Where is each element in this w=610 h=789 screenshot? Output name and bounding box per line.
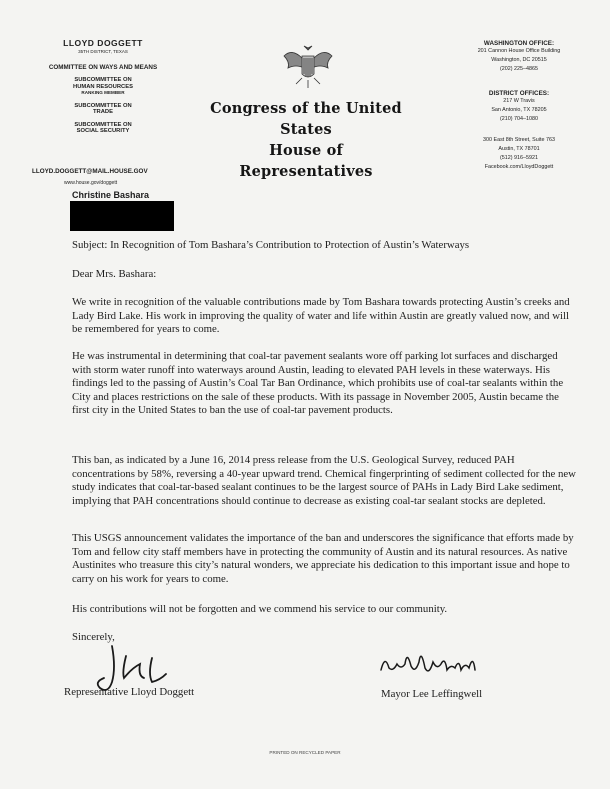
- san-antonio-address-2: San Antonio, TX 78205: [491, 107, 547, 113]
- district-offices-heading: DISTRICT OFFICES:: [488, 90, 550, 97]
- letterhead-right: [455, 40, 583, 172]
- washington-address-2: Washington, DC 20515: [491, 57, 547, 63]
- subcommittee-2-line1: SUBCOMMITTEE ON: [74, 102, 132, 109]
- paragraph-1: We write in recognition of the valuable contributions made by Tom Bashara towards protecting Austin’s creeks and Lady Bird Lake. His work in improving the quality of water and life within Austin are greatly valued now, and will be remembered for years to come.: [72, 296, 570, 336]
- subcommittee-2-line2: TRADE: [93, 109, 113, 115]
- district-label: 35TH DISTRICT, TEXAS: [78, 49, 128, 54]
- subcommittee-2: [28, 103, 178, 116]
- san-antonio-phone: (210) 704–1080: [499, 116, 539, 122]
- committee-label: COMMITTEE ON WAYS AND MEANS: [48, 64, 158, 71]
- congress-heading: [206, 98, 406, 182]
- signatory-leffingwell: Mayor Lee Leffingwell: [381, 688, 483, 700]
- subcommittee-3-line1: SUBCOMMITTEE ON: [74, 121, 132, 128]
- san-antonio-address-1: 217 W Travis: [503, 98, 535, 104]
- washington-address-1: 201 Cannon House Office Building: [477, 48, 561, 54]
- redacted-address-block: [70, 201, 174, 231]
- letter-subject: Subject: In Recognition of Tom Bashara’s Contribution to Protection of Austin’s Waterways: [72, 239, 470, 251]
- washington-phone: (202) 225–4865: [499, 66, 539, 72]
- washington-office-heading: WASHINGTON OFFICE:: [483, 40, 555, 47]
- signatory-doggett: Representative Lloyd Doggett: [64, 686, 195, 698]
- website-address: www.house.gov/doggett: [64, 180, 118, 186]
- letterhead-left: [28, 38, 178, 135]
- house-title: House of Representatives: [239, 142, 373, 180]
- recycled-paper-footer: PRINTED ON RECYCLED PAPER: [269, 750, 341, 755]
- austin-phone: (512) 916–5921: [499, 155, 539, 161]
- leffingwell-signature: [375, 640, 485, 686]
- addressee-name: Christine Bashara: [72, 190, 150, 200]
- facebook-link: Facebook.com/LloydDoggett: [484, 164, 554, 170]
- representative-name: LLOYD DOGGETT: [63, 38, 143, 48]
- paragraph-3: This ban, as indicated by a June 16, 2014 press release from the U.S. Geological Survey, reduced PAH concentrations by 58%, reversing a 40-year upward trend. Chemical fingerprinting of sediment collected for the new study indicates that coal-tar-based sealant continues to be the largest source of PAHs in Lady Bird Lake sediment, implying that PAH concentrations should continue to decrease as existing coal-tar sealant stocks are depleted.: [72, 454, 576, 507]
- paragraph-5: His contributions will not be forgotten and we commend his service to our community.: [72, 603, 448, 615]
- email-address: LLOYD.DOGGETT@MAIL.HOUSE.GOV: [32, 168, 148, 175]
- eagle-seal-icon: [282, 42, 334, 90]
- paragraph-2: He was instrumental in determining that coal-tar pavement sealants wore off parking lot surfaces and discharged with storm water runoff into waterways around Austin, leading to elevated PAH levels in these waterways. His findings led to the passing of Austin’s Coal Tar Ban Ordinance, which prohibits use of coal-tar sealants within the City and places restrictions on the sale of these products. With its passage in November 2005, Austin became the first city in the United States to ban the use of coal-tar pavement products.: [72, 350, 564, 417]
- paragraph-4: This USGS announcement validates the importance of the ban and underscores the significance that efforts made by Tom and fellow city staff members have in protecting the community of Austin and its natural resources. As native Austinites who treasure this city’s natural wonders, we appreciate his dedication to this important issue and hope to carry on his work for years to come.: [72, 532, 574, 585]
- austin-address-2: Austin, TX 78701: [498, 146, 540, 152]
- subcommittee-1-line1: SUBCOMMITTEE ON: [74, 77, 132, 83]
- subcommittee-1-role: RANKING MEMBER: [81, 90, 125, 95]
- letter-salutation: Dear Mrs. Bashara:: [72, 268, 157, 280]
- subcommittee-3: [28, 122, 178, 135]
- subcommittee-1: [28, 77, 178, 97]
- congress-title: Congress of the United States: [210, 100, 402, 138]
- subcommittee-1-line2: HUMAN RESOURCES: [73, 83, 133, 90]
- austin-address-1: 300 East 8th Street, Suite 763: [483, 137, 555, 143]
- letter-closing: Sincerely,: [72, 631, 115, 643]
- subcommittee-3-line2: SOCIAL SECURITY: [76, 128, 130, 134]
